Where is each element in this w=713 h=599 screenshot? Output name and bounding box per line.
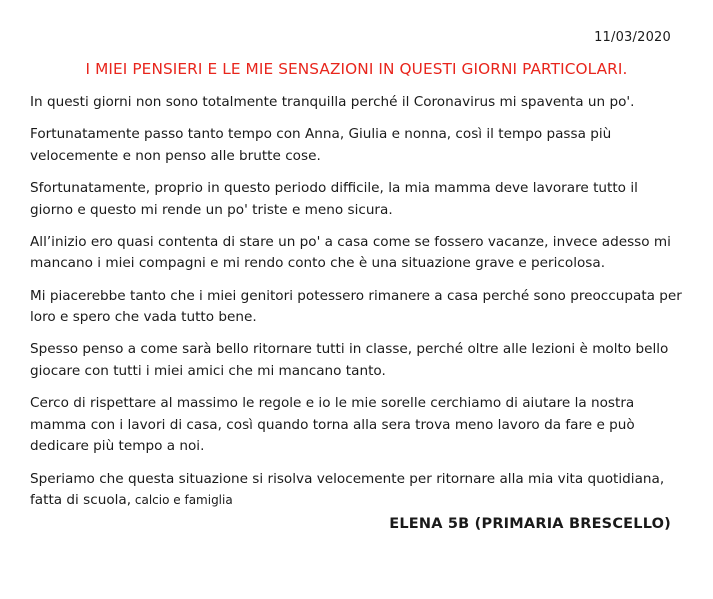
document-title: I MIEI PENSIERI E LE MIE SENSAZIONI IN QUESTI GIORNI PARTICOLARI. [85,60,628,78]
document-date: 11/03/2020 [594,30,671,45]
paragraph: Cerco di rispettare al massimo le regole e io le mie sorelle cerchiamo di aiutare la nostra mamma con i lavori di casa, così quando torna alla sera trova meno lavoro da fare e può dedicare più tempo a noi. [30,395,635,455]
last-paragraph-tail: calcio e famiglia [131,493,233,508]
signature: ELENA 5B (PRIMARIA BRESCELLO) [389,516,671,532]
paragraph: Fortunatamente passo tanto tempo con Anna, Giulia e nonna, così il tempo passa più velocemente e non penso alle brutte cose. [30,126,612,164]
last-paragraph-main: Speriamo che questa situazione si risolva velocemente per ritornare alla mia vita quotidiana, fatta di scuola, [30,470,665,509]
paragraph: Sfortunatamente, proprio in questo periodo difficile, la mia mamma deve lavorare tutto il giorno e questo mi rende un po' triste e meno sicura. [30,180,638,218]
paragraph: In questi giorni non sono totalmente tranquilla perché il Coronavirus mi spaventa un po'. [30,94,635,110]
last-paragraph [30,469,685,512]
paragraph: Mi piacerebbe tanto che i miei genitori potessero rimanere a casa perché sono preoccupata per loro e spero che vada tutto bene. [30,287,682,326]
paragraph: All’inizio ero quasi contenta di stare un po' a casa come se fossero vacanze, invece adesso mi mancano i miei compagni e mi rendo conto che è una situazione grave e pericolosa. [30,233,671,272]
paragraph: Spesso penso a come sarà bello ritornare tutti in classe, perché oltre alle lezioni è molto bello giocare con tutti i miei amici che mi mancano tanto. [30,341,669,379]
document-body [30,92,685,522]
